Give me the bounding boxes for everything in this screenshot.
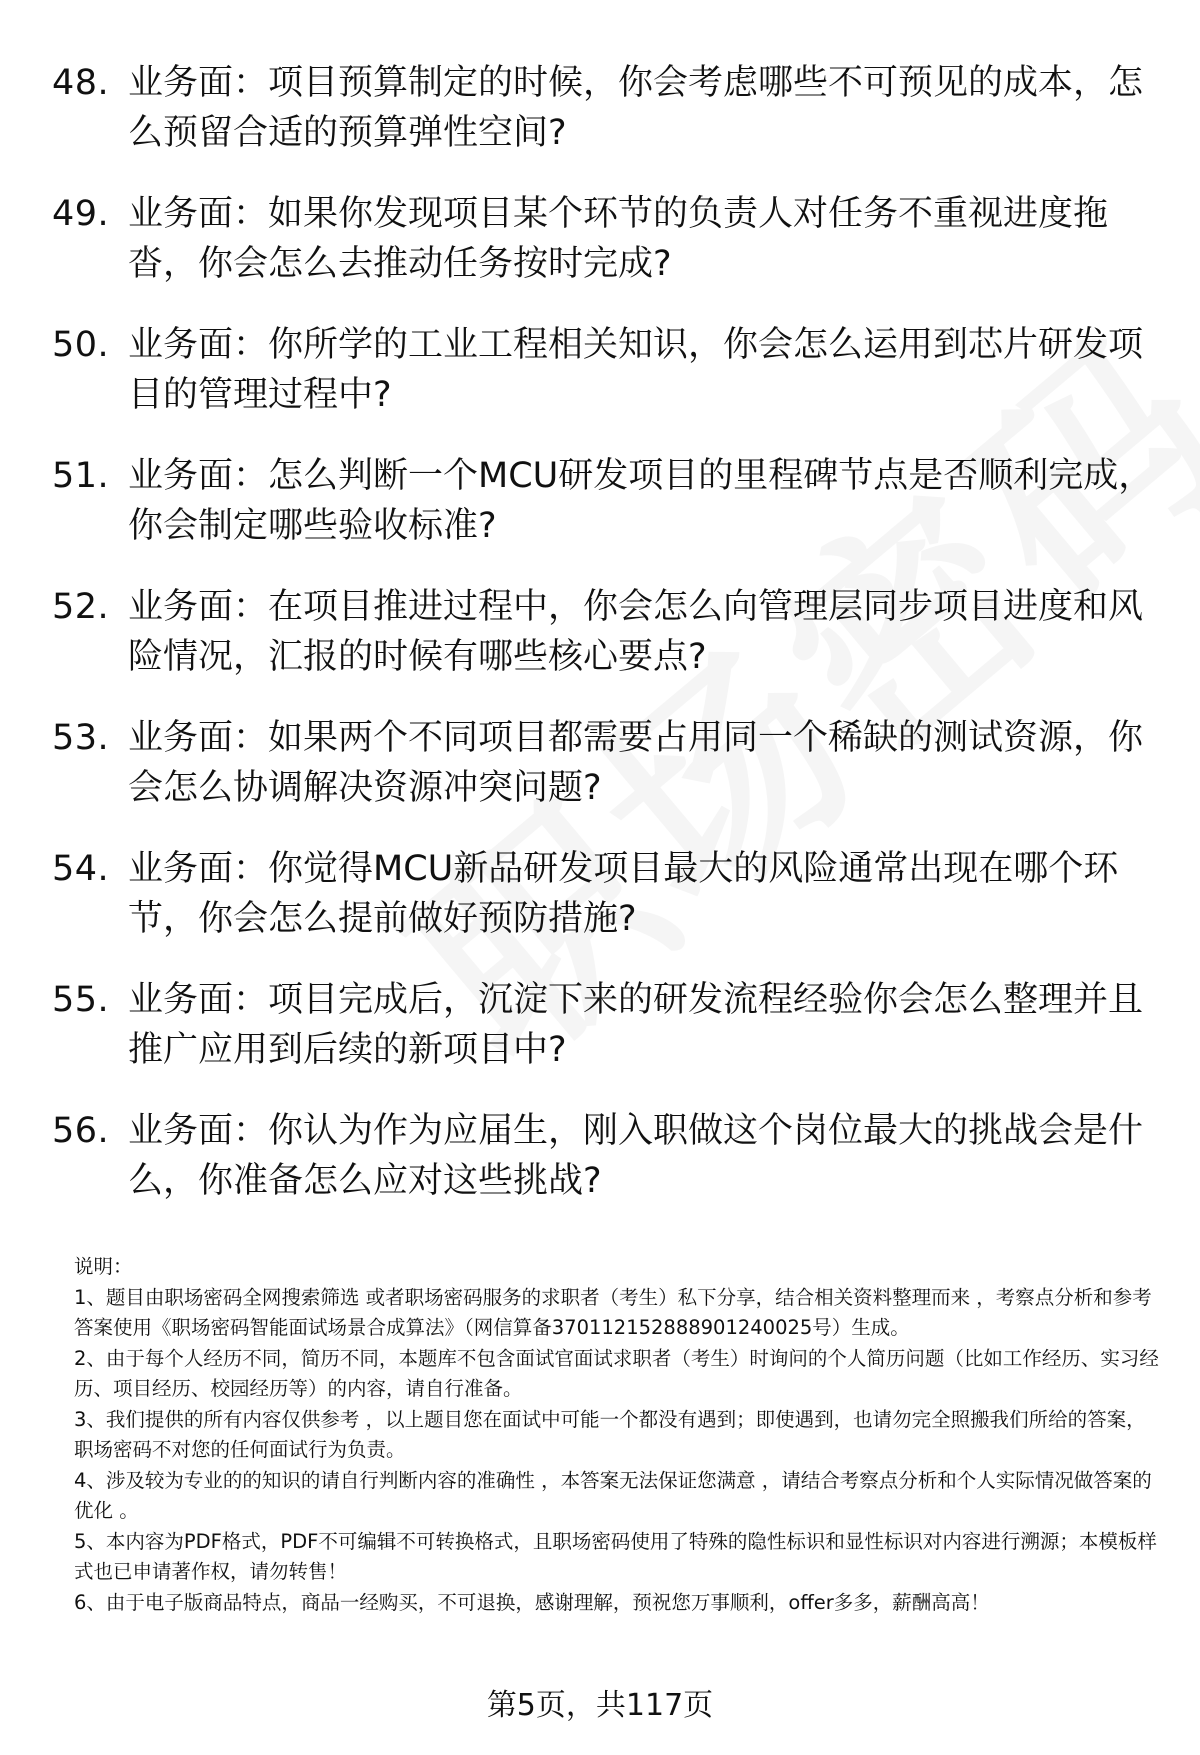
question-text: 业务面：如果你发现项目某个环节的负责人对任务不重视进度拖沓，你会怎么去推动任务按时完成? — [128, 194, 1109, 284]
question-text: 业务面：项目预算制定的时候，你会考虑哪些不可预见的成本，怎么预留合适的预算弹性空间? — [128, 63, 1144, 153]
page-number: 第5页，共117页 — [486, 1688, 714, 1723]
question-item — [52, 1106, 1162, 1237]
question-item — [52, 451, 1162, 582]
question-item — [52, 844, 1162, 975]
question-text: 业务面：怎么判断一个MCU研发项目的里程碑节点是否顺利完成，你会制定哪些验收标准? — [128, 456, 1154, 546]
note-item: 3、我们提供的所有内容仅供参考 ，以上题目您在面试中可能一个都没有遇到；即使遇到，也请勿完全照搬我们所给的答案，职场密码不对您的任何面试行为负责。 — [74, 1407, 1146, 1461]
question-item — [52, 582, 1162, 713]
question-text: 业务面：你觉得MCU新品研发项目最大的风险通常出现在哪个环节，你会怎么提前做好预防措施? — [128, 849, 1119, 939]
question-item — [52, 713, 1162, 844]
question-item — [52, 189, 1162, 320]
question-text: 业务面：在项目推进过程中，你会怎么向管理层同步项目进度和风险情况，汇报的时候有哪些核心要点? — [128, 587, 1144, 677]
question-item — [52, 58, 1162, 189]
question-number: 50. — [52, 325, 110, 365]
question-number: 52. — [52, 587, 110, 627]
question-number: 48. — [52, 63, 110, 103]
question-item — [52, 320, 1162, 451]
question-number: 49. — [52, 194, 110, 234]
question-list — [52, 58, 1162, 1237]
question-number: 53. — [52, 718, 110, 758]
question-number: 51. — [52, 456, 110, 496]
question-text: 业务面：你认为作为应届生，刚入职做这个岗位最大的挑战会是什么，你准备怎么应对这些挑战? — [128, 1111, 1144, 1201]
note-item: 2、由于每个人经历不同，简历不同，本题库不包含面试官面试求职者（考生）时询问的个人简历问题（比如工作经历、实习经历、项目经历、校园经历等）的内容，请自行准备。 — [74, 1346, 1159, 1400]
question-item — [52, 975, 1162, 1106]
note-item: 4、涉及较为专业的的知识的请自行判断内容的准确性 ，本答案无法保证您满意 ，请结合考察点分析和个人实际情况做答案的优化 。 — [74, 1468, 1152, 1522]
question-number: 55. — [52, 980, 110, 1020]
question-text: 业务面：你所学的工业工程相关知识，你会怎么运用到芯片研发项目的管理过程中? — [128, 325, 1144, 415]
notes-title: 说明： — [74, 1255, 133, 1278]
notes-section — [74, 1252, 1164, 1618]
note-item: 5、本内容为PDF格式，PDF不可编辑不可转换格式，且职场密码使用了特殊的隐性标识和显性标识对内容进行溯源；本模板样式也已申请著作权，请勿转售！ — [74, 1529, 1157, 1583]
question-text: 业务面：如果两个不同项目都需要占用同一个稀缺的测试资源，你会怎么协调解决资源冲突问题? — [128, 718, 1144, 808]
note-item: 6、由于电子版商品特点，商品一经购买，不可退换，感谢理解，预祝您万事顺利，offer多多，薪酬高高！ — [74, 1590, 990, 1614]
note-item: 1、题目由职场密码全网搜索筛选 或者职场密码服务的求职者（考生）私下分享，结合相关资料整理而来 ，考察点分析和参考答案使用《职场密码智能面试场景合成算法》（网信算备370112152888901240025号）生成。 — [74, 1285, 1152, 1339]
question-number: 56. — [52, 1111, 110, 1151]
question-number: 54. — [52, 849, 110, 889]
question-text: 业务面：项目完成后，沉淀下来的研发流程经验你会怎么整理并且推广应用到后续的新项目中? — [128, 980, 1144, 1070]
